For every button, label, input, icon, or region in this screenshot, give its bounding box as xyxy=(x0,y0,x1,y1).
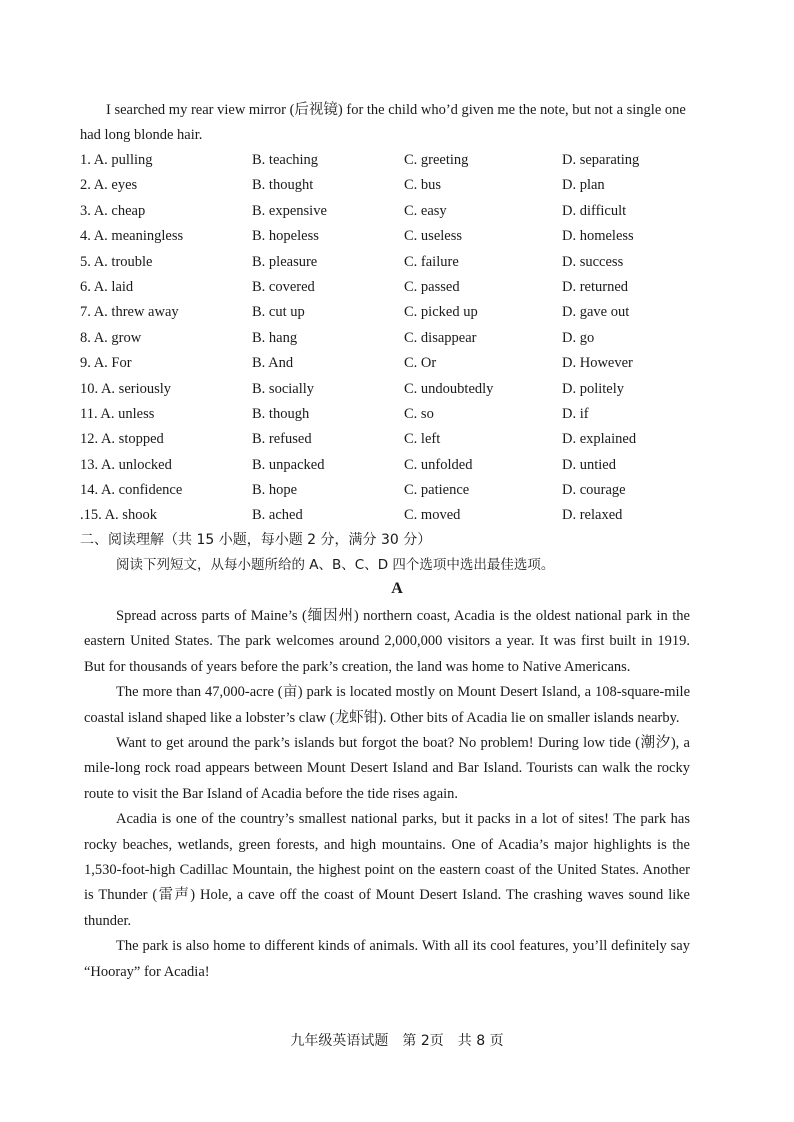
option-b: B. ached xyxy=(252,507,303,524)
question-row-6 xyxy=(80,275,720,300)
passage-paragraph: The more than 47,000-acre (亩) park is located mostly on Mount Desert Island, a 108-square-mile coastal island shaped like a lobster’s claw (龙虾钳). Other bits of Acadia lie on smaller islands nearby. xyxy=(84,684,690,726)
question-row-7 xyxy=(80,300,720,325)
question-row-10 xyxy=(80,377,720,402)
option-c: C. easy xyxy=(404,202,447,219)
section-instruction: 阅读下列短文，从每小题所给的 A、B、C、D 四个选项中选出最佳选项。 xyxy=(116,557,555,573)
option-c: C. undoubtedly xyxy=(404,380,494,397)
option-d: D. difficult xyxy=(562,202,627,219)
question-row-4 xyxy=(80,224,720,249)
option-c: C. picked up xyxy=(404,304,478,321)
passage-letter: A xyxy=(391,580,403,597)
option-c: C. passed xyxy=(404,278,460,295)
passage-paragraph: Want to get around the park’s islands but forgot the boat? No problem! During low tide (潮汐), a mile-long rock road appears between Mount Desert Island and Bar Island. Tourists can walk the rocky route to visit the Bar Island of Acadia before the tide rises again. xyxy=(84,735,690,802)
option-c: C. greeting xyxy=(404,152,469,168)
passage-paragraph: Spread across parts of Maine’s (缅因州) northern coast, Acadia is the oldest national park in the eastern United States. The park welcomes around 2,000,000 visitors a year. It was first built in 1919. But for thousands of years before the park’s creation, the land was home to Native Americans. xyxy=(84,608,690,675)
option-a: 11. A. unless xyxy=(80,405,155,422)
option-a: 10. A. seriously xyxy=(80,380,172,397)
option-a: 2. A. eyes xyxy=(80,177,138,194)
question-row-12 xyxy=(80,427,720,452)
option-d: D. if xyxy=(562,405,589,422)
option-b: B. covered xyxy=(252,278,315,295)
option-d: D. untied xyxy=(562,456,616,473)
option-d: D. homeless xyxy=(562,228,634,245)
passage-body xyxy=(84,604,690,985)
option-c: C. patience xyxy=(404,482,470,499)
question-row-14 xyxy=(80,478,720,503)
page-footer: 九年级英语试题 第 2页 共 8 页 xyxy=(290,1033,504,1049)
passage-paragraph: Acadia is one of the country’s smallest national parks, but it packs in a lot of sites! The park has rocky beaches, wetlands, green forests, and high mountains. One of Acadia’s major highlights is the 1,530-foot-high Cadillac Mountain, the highest point on the eastern coast of the United States. Another is Thunder (雷声) Hole, a cave off the coast of Mount Desert Island. The crashing waves sound like thunder. xyxy=(84,811,690,929)
option-b: B. teaching xyxy=(252,152,319,168)
question-row-13 xyxy=(80,453,720,478)
question-row-15 xyxy=(80,503,720,528)
question-row-5 xyxy=(80,250,720,275)
option-b: B. expensive xyxy=(252,202,327,219)
option-b: B. And xyxy=(252,355,294,372)
option-c: C. disappear xyxy=(404,329,477,346)
option-d: D. success xyxy=(562,253,624,270)
option-d: D. separating xyxy=(562,152,640,168)
option-c: C. so xyxy=(404,405,434,422)
passage-paragraph: The park is also home to different kinds of animals. With all its cool features, you’ll definitely say “Hooray” for Acadia! xyxy=(84,938,690,980)
option-a: 5. A. trouble xyxy=(80,253,153,270)
option-d: D. relaxed xyxy=(562,507,623,524)
option-b: B. though xyxy=(252,405,310,422)
option-c: C. bus xyxy=(404,177,442,194)
option-b: B. hang xyxy=(252,329,298,346)
option-b: B. unpacked xyxy=(252,456,325,473)
option-a: 3. A. cheap xyxy=(80,202,146,219)
option-d: D. However xyxy=(562,355,633,372)
option-a: 14. A. confidence xyxy=(80,482,183,499)
option-b: B. socially xyxy=(252,380,315,397)
question-row-9 xyxy=(80,351,720,376)
option-d: D. courage xyxy=(562,482,626,499)
option-b: B. cut up xyxy=(252,304,305,321)
option-b: B. pleasure xyxy=(252,253,318,270)
question-row-8 xyxy=(80,326,720,351)
option-a: 4. A. meaningless xyxy=(80,228,184,245)
option-a: 12. A. stopped xyxy=(80,431,164,448)
option-d: D. politely xyxy=(562,380,625,397)
option-a: .15. A. shook xyxy=(80,507,157,524)
option-b: B. hope xyxy=(252,482,298,499)
option-c: C. moved xyxy=(404,507,461,524)
option-c: C. unfolded xyxy=(404,456,473,473)
option-a: 9. A. For xyxy=(80,355,132,372)
option-c: C. Or xyxy=(404,355,437,372)
option-d: D. explained xyxy=(562,431,637,448)
option-a: 8. A. grow xyxy=(80,329,142,346)
option-a: 7. A. threw away xyxy=(80,304,179,321)
option-b: B. refused xyxy=(252,431,312,448)
option-d: D. go xyxy=(562,329,595,346)
option-b: B. hopeless xyxy=(252,228,319,245)
option-d: D. returned xyxy=(562,278,629,295)
option-d: D. plan xyxy=(562,177,605,194)
option-d: D. gave out xyxy=(562,304,630,321)
question-row-11 xyxy=(80,402,720,427)
question-row-2 xyxy=(80,173,720,198)
cloze-final-sentence: I searched my rear view mirror (后视镜) for the child who’d given me the note, but not a single one had long blonde hair. xyxy=(80,102,686,143)
option-c: C. failure xyxy=(404,253,459,270)
question-row-1 xyxy=(80,148,720,173)
option-a: 1. A. pulling xyxy=(80,152,153,168)
section-title: 二、阅读理解（共 15 小题，每小题 2 分，满分 30 分） xyxy=(80,532,432,548)
option-c: C. useless xyxy=(404,228,462,245)
option-a: 6. A. laid xyxy=(80,278,134,295)
option-a: 13. A. unlocked xyxy=(80,456,172,473)
option-b: B. thought xyxy=(252,177,314,194)
cloze-options xyxy=(80,148,720,529)
option-c: C. left xyxy=(404,431,441,448)
question-row-3 xyxy=(80,199,720,224)
